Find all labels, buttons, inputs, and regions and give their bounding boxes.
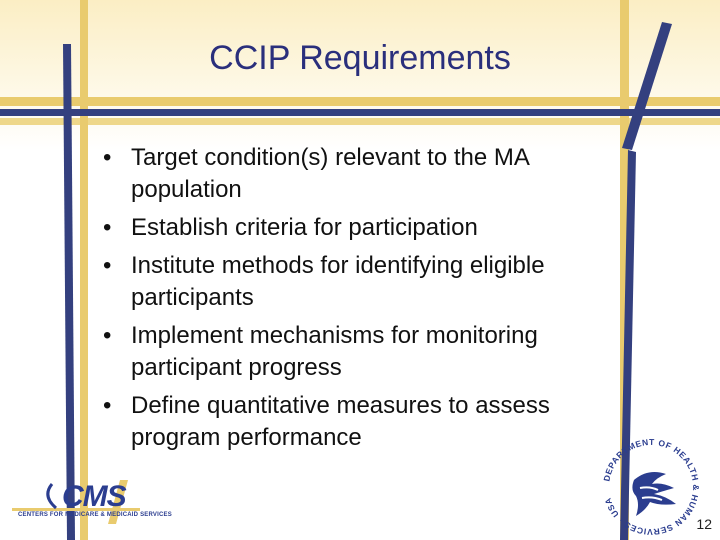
bullet-marker: • [103,392,112,419]
hhs-seal-text: DEPARTMENT OF HEALTH & HUMAN SERVICES · USA [601,436,702,538]
list-item [103,142,633,206]
bullet-list [103,142,633,460]
list-item [103,212,633,244]
gold-vertical-left [80,0,88,540]
list-item [103,320,633,384]
slide-title: CCIP Requirements [209,39,511,77]
bullet-marker: • [103,322,112,349]
bullet-text: Establish criteria for participation [131,214,478,241]
bullet-text: Define quantitative measures to assess program performance [131,392,550,451]
hhs-seal [596,432,706,540]
page-number: 12 [696,516,712,532]
cms-logo [12,478,172,526]
bullet-text: Institute methods for identifying eligible participants [131,252,545,311]
navy-band [0,109,720,116]
bullet-text: Target condition(s) relevant to the MA population [131,144,529,203]
bullet-marker: • [103,252,112,279]
list-item [103,250,633,314]
cms-subtitle: CENTERS FOR MEDICARE & MEDICAID SERVICES [18,512,172,518]
bullet-marker: • [103,214,112,241]
hhs-eagle-icon [596,432,706,540]
cms-wordmark: CMS [62,480,126,513]
navy-stroke-right-top [622,22,672,150]
bullet-marker: • [103,144,112,171]
bullet-text: Implement mechanisms for monitoring participant progress [131,322,538,381]
gold-band-bottom [0,118,720,125]
gold-band-top [0,97,720,106]
list-item [103,390,633,454]
